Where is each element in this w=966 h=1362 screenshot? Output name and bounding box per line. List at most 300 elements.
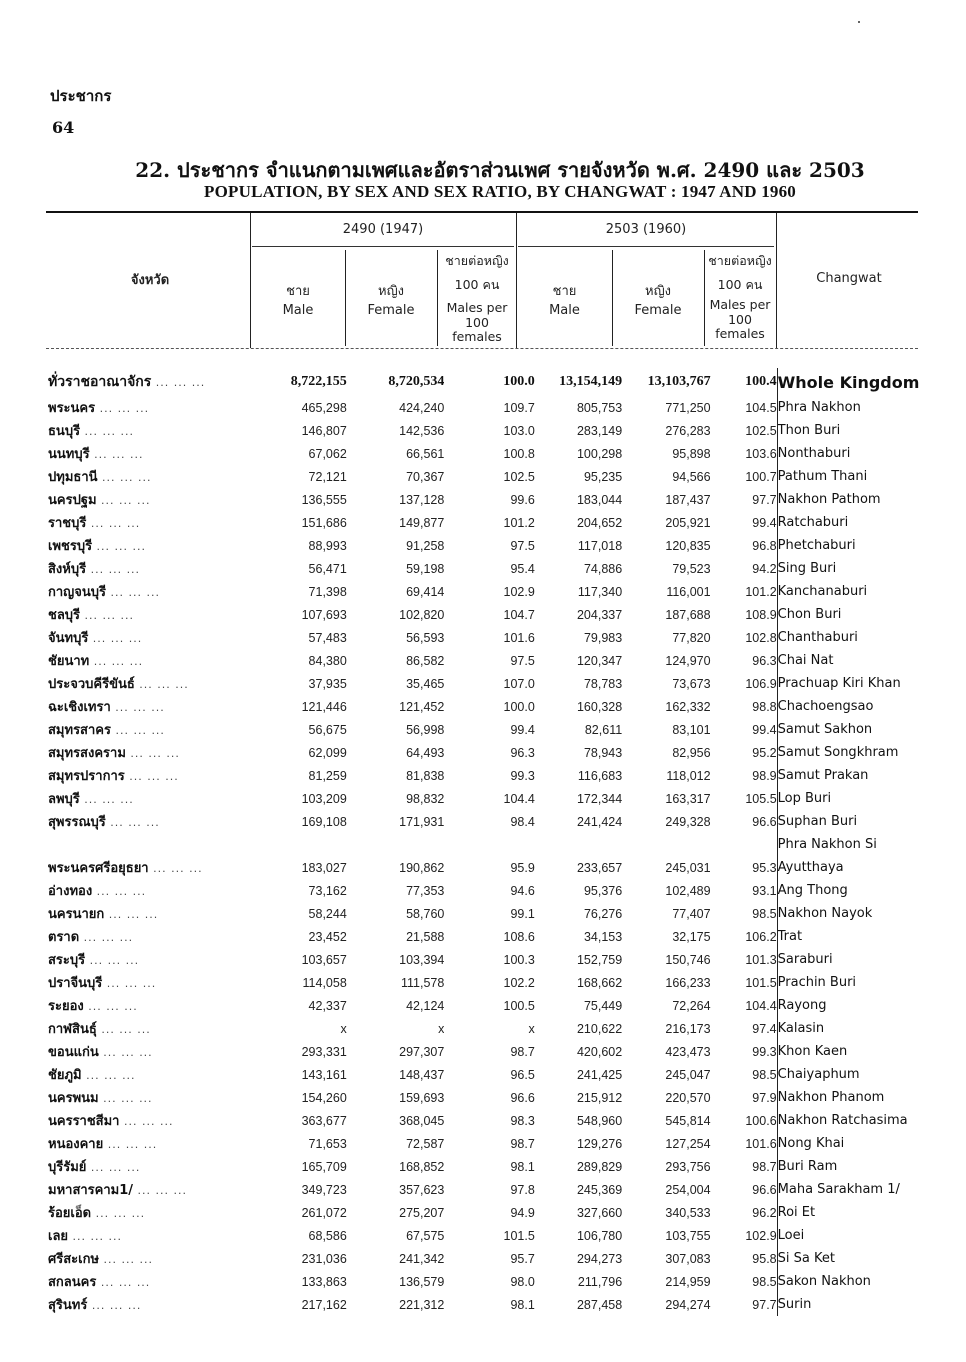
female-1960-cell: 73,673 <box>672 676 711 691</box>
changwat-thai-cell <box>48 465 251 488</box>
changwat-english-cell: Sakon Nakhon <box>777 1270 920 1293</box>
changwat-english-cell: Phra Nakhon <box>777 396 920 419</box>
ratio-1947-cell: 95.7 <box>510 1251 535 1266</box>
female-1960-cell: 95,898 <box>672 446 711 461</box>
male-1960-cell: 74,886 <box>583 561 623 576</box>
table-row <box>48 948 920 971</box>
female-1947-cell: 77,353 <box>406 883 445 898</box>
header-divider <box>776 213 777 348</box>
ratio-1947-cell: 98.0 <box>510 1274 535 1289</box>
table-row <box>48 1224 920 1247</box>
changwat-thai-cell <box>48 971 251 994</box>
header-female-thai: หญิง <box>378 284 404 299</box>
ratio-1947-cell: 95.4 <box>510 561 535 576</box>
changwat-english-cell: Samut Prakan <box>777 764 920 787</box>
changwat-thai-cell <box>48 1063 251 1086</box>
leader-dots: ... ... ... <box>103 1138 158 1151</box>
ratio-1947-cell: 104.7 <box>503 607 535 622</box>
changwat-thai-name: นครราชสีมา <box>48 1114 120 1129</box>
male-1947-cell: 165,709 <box>301 1159 347 1174</box>
ratio-1960-cell: 98.5 <box>752 906 777 921</box>
ratio-1947-cell: 96.6 <box>510 1090 535 1105</box>
ratio-1960-cell: 96.8 <box>752 538 777 553</box>
leader-dots: ... ... ... <box>87 1299 142 1312</box>
male-1947-cell: 56,471 <box>308 561 347 576</box>
male-1960-cell: 117,018 <box>577 538 623 553</box>
male-1960-cell: 117,340 <box>577 584 623 599</box>
header-ratio-english-3: females <box>452 329 502 344</box>
male-1960-cell: 95,235 <box>583 469 623 484</box>
leader-dots: ... ... ... <box>89 655 144 668</box>
female-1960-cell: 120,835 <box>665 538 711 553</box>
changwat-thai-cell <box>48 603 251 626</box>
male-1947-cell: 58,244 <box>308 906 347 921</box>
ratio-1960-cell: 100.6 <box>745 1113 777 1128</box>
header-ratio-english-1: Males per <box>709 297 771 312</box>
leader-dots: ... ... ... <box>86 563 141 576</box>
ratio-1960-cell: 102.8 <box>745 630 777 645</box>
ratio-1947-cell: 98.7 <box>510 1044 535 1059</box>
ratio-1960-cell: 96.6 <box>752 814 777 829</box>
changwat-english-cell: Surin <box>777 1293 920 1316</box>
ratio-1960-cell: 97.4 <box>752 1021 777 1036</box>
female-1947-cell: 368,045 <box>399 1113 445 1128</box>
female-1960-cell: 245,031 <box>665 860 711 875</box>
changwat-thai-cell <box>48 856 251 879</box>
ratio-1947-cell: 100.5 <box>503 998 535 1013</box>
ratio-1947-cell: 98.3 <box>510 1113 535 1128</box>
male-1960-cell: 116,683 <box>577 768 623 783</box>
male-1947-cell: 88,993 <box>308 538 347 553</box>
table-row <box>48 879 920 902</box>
leader-dots: ... ... ... <box>86 1161 141 1174</box>
changwat-english-cell: Si Sa Ket <box>777 1247 920 1270</box>
female-1960-cell: 72,264 <box>672 998 711 1013</box>
changwat-english-cell: Sing Buri <box>777 557 920 580</box>
table-row <box>48 465 920 488</box>
leader-dots: ... ... ... <box>80 425 135 438</box>
changwat-thai-name: นครพนม <box>48 1091 99 1106</box>
header-changwat-thai: จังหวัด <box>130 273 170 288</box>
male-1960-cell: 287,458 <box>576 1297 623 1312</box>
changwat-thai-cell <box>48 488 251 511</box>
male-1947-cell: 136,555 <box>301 492 347 507</box>
year-underline <box>518 246 774 247</box>
female-1947-cell: 136,579 <box>399 1274 445 1289</box>
table-row <box>48 1132 920 1155</box>
female-1960-cell: 82,956 <box>672 745 711 760</box>
female-1960-cell: 205,921 <box>665 515 711 530</box>
female-1947-cell: 56,998 <box>406 722 445 737</box>
header-female-thai: หญิง <box>645 284 671 299</box>
female-1960-cell: 94,566 <box>672 469 711 484</box>
leader-dots: ... ... ... <box>104 908 159 921</box>
changwat-thai-name: ระยอง <box>48 999 84 1014</box>
male-1947-cell: x <box>340 1021 347 1036</box>
ratio-1947-cell <box>444 833 534 856</box>
ratio-1960-cell: 97.9 <box>752 1090 777 1105</box>
changwat-english-cell: Roi Et <box>777 1201 920 1224</box>
changwat-english-cell: Nakhon Ratchasima <box>777 1109 920 1132</box>
changwat-thai-cell <box>48 1017 251 1040</box>
changwat-english-cell: Buri Ram <box>777 1155 920 1178</box>
leader-dots: ... ... ... <box>96 1023 151 1036</box>
page-number: 64 <box>52 118 75 137</box>
male-1960-cell: 289,829 <box>576 1159 623 1174</box>
leader-dots: ... ... ... <box>96 494 151 507</box>
female-1947-cell: 103,394 <box>399 952 445 967</box>
changwat-english-cell: Trat <box>777 925 920 948</box>
ratio-1960-cell: 108.9 <box>745 607 777 622</box>
ratio-1960-cell: 104.5 <box>745 400 777 415</box>
female-1960-cell: 187,688 <box>665 607 711 622</box>
ratio-1960-cell: 98.8 <box>752 699 777 714</box>
male-1960-cell: 34,153 <box>583 929 623 944</box>
ratio-1960-cell: 98.9 <box>752 768 777 783</box>
female-1947-cell: 111,578 <box>401 975 445 990</box>
changwat-thai-cell <box>48 580 251 603</box>
male-1960-cell: 75,449 <box>583 998 623 1013</box>
female-1960-cell: 166,233 <box>665 975 711 990</box>
leader-dots: ... ... ... <box>102 977 157 990</box>
ratio-1960-cell: 99.3 <box>752 1044 777 1059</box>
ratio-1947-cell: 109.7 <box>503 400 535 415</box>
female-1947-cell: 142,536 <box>399 423 445 438</box>
changwat-thai-name: หนองคาย <box>48 1137 104 1152</box>
changwat-thai-name: อ่างทอง <box>48 884 93 899</box>
leader-dots: ... ... ... <box>92 540 147 553</box>
male-1960-cell: 106,780 <box>576 1228 623 1243</box>
female-1947-cell: 69,414 <box>406 584 445 599</box>
female-1960-cell: 150,746 <box>665 952 711 967</box>
female-1947-cell: 171,931 <box>399 814 445 829</box>
female-1947-cell: 81,838 <box>406 768 445 783</box>
female-1960-cell: 249,328 <box>665 814 711 829</box>
female-1960-cell: 220,570 <box>665 1090 711 1105</box>
leader-dots: ... ... ... <box>133 1184 187 1197</box>
changwat-english-cell: Lop Buri <box>777 787 920 810</box>
table-row <box>48 764 920 787</box>
female-1947-cell: 42,124 <box>406 998 445 1013</box>
leader-dots: ... ... ... <box>88 632 143 645</box>
leader-dots: ... ... ... <box>151 376 206 389</box>
male-1960-cell: 152,759 <box>576 952 623 967</box>
male-1947-cell: 8,722,155 <box>290 374 347 389</box>
leader-dots: ... ... ... <box>79 793 134 806</box>
header-ratio-thai-2: 100 คน <box>454 277 500 292</box>
header-year-1960: 2503 (1960) <box>605 222 687 237</box>
header-male-english: Male <box>549 303 580 318</box>
leader-dots: ... ... ... <box>110 724 165 737</box>
changwat-thai-cell <box>48 1247 251 1270</box>
female-1960-cell: 118,012 <box>666 768 711 783</box>
male-1960-cell: 204,337 <box>576 607 623 622</box>
female-1960-cell: 423,473 <box>665 1044 711 1059</box>
changwat-thai-name: นครปฐม <box>48 493 97 508</box>
female-1947-cell: 72,587 <box>406 1136 445 1151</box>
population-table <box>48 368 920 1316</box>
top-rule <box>46 211 918 213</box>
ratio-1960-cell <box>711 833 778 856</box>
male-1947-cell: 67,062 <box>308 446 347 461</box>
table-row <box>48 1155 920 1178</box>
leader-dots: ... ... ... <box>95 402 150 415</box>
male-1960-cell: 172,344 <box>576 791 623 806</box>
ratio-1947-cell: 95.9 <box>510 860 535 875</box>
ratio-1947-cell: 102.2 <box>503 975 535 990</box>
female-1960-cell: 187,437 <box>665 492 711 507</box>
female-1960-cell: 103,755 <box>665 1228 711 1243</box>
table-row <box>48 718 920 741</box>
ratio-1947-cell: 103.0 <box>503 423 535 438</box>
changwat-thai-name: บุรีรัมย์ <box>48 1160 87 1175</box>
ratio-1947-cell: 104.4 <box>503 791 535 806</box>
changwat-thai-cell <box>48 787 251 810</box>
leader-dots: ... ... ... <box>85 954 140 967</box>
table-row <box>48 925 920 948</box>
female-1947-cell: 137,128 <box>399 492 445 507</box>
changwat-english-cell: Nonthaburi <box>777 442 920 465</box>
changwat-thai-cell <box>48 718 251 741</box>
changwat-thai-name: สมุทรปราการ <box>48 769 125 784</box>
changwat-thai-name: ปทุมธานี <box>48 470 98 485</box>
male-1960-cell: 168,662 <box>576 975 623 990</box>
changwat-thai-name: มหาสารคาม1/ <box>48 1183 134 1198</box>
changwat-english-cell: Thon Buri <box>777 419 920 442</box>
female-1947-cell <box>347 833 445 856</box>
changwat-thai-name: ชัยภูมิ <box>48 1068 82 1083</box>
ratio-1947-cell: 98.1 <box>510 1159 535 1174</box>
changwat-thai-name: ชลบุรี <box>48 608 81 623</box>
ratio-1947-cell: 99.1 <box>510 906 535 921</box>
male-1960-cell: 95,376 <box>583 883 623 898</box>
ratio-1960-cell: 96.3 <box>752 653 777 668</box>
leader-dots: ... ... ... <box>86 517 141 530</box>
male-1947-cell: 231,036 <box>301 1251 347 1266</box>
table-title-english: POPULATION, BY SEX AND SEX RATIO, BY CHANGWAT : 1947 AND 1960 <box>204 182 796 201</box>
ratio-1960-cell: 102.9 <box>745 1228 777 1243</box>
changwat-english-cell: Chaiyaphum <box>777 1063 920 1086</box>
table-row <box>48 442 920 465</box>
female-1947-cell: 59,198 <box>406 561 445 576</box>
female-1960-cell: 545,814 <box>665 1113 711 1128</box>
changwat-thai-name: นนทบุรี <box>48 447 90 462</box>
table-row <box>48 419 920 442</box>
male-1960-cell: 129,276 <box>576 1136 623 1151</box>
leader-dots: ... ... ... <box>124 770 179 783</box>
changwat-thai-cell <box>48 511 251 534</box>
female-1947-cell: 102,820 <box>399 607 445 622</box>
changwat-thai-cell <box>48 534 251 557</box>
changwat-thai-name: กาฬสินธุ์ <box>48 1022 97 1037</box>
male-1960-cell: 100,298 <box>576 446 623 461</box>
leader-dots: ... ... ... <box>91 1207 146 1220</box>
ratio-1947-cell: 97.5 <box>510 538 535 553</box>
female-1947-cell: x <box>438 1021 445 1036</box>
female-1947-cell: 67,575 <box>406 1228 445 1243</box>
changwat-thai-cell <box>48 1132 251 1155</box>
changwat-english-cell: Whole Kingdom <box>777 368 920 396</box>
female-1960-cell: 254,004 <box>665 1182 711 1197</box>
male-1960-cell: 211,796 <box>577 1274 623 1289</box>
male-1960-cell: 245,369 <box>576 1182 623 1197</box>
ratio-1960-cell: 100.7 <box>745 469 777 484</box>
male-1960-cell: 13,154,149 <box>559 374 623 389</box>
header-male-thai: ชาย <box>286 284 310 299</box>
male-1947-cell: 57,483 <box>308 630 347 645</box>
table-row <box>48 1063 920 1086</box>
changwat-thai-cell <box>48 1178 251 1201</box>
changwat-thai-name: กาญจนบุรี <box>48 585 106 600</box>
table-row <box>48 649 920 672</box>
changwat-english-cell: Nakhon Nayok <box>777 902 920 925</box>
table-row <box>48 1270 920 1293</box>
female-1947-cell: 35,465 <box>406 676 445 691</box>
leader-dots: ... ... ... <box>79 931 134 944</box>
male-1947-cell: 183,027 <box>301 860 347 875</box>
ratio-1960-cell: 102.5 <box>745 423 777 438</box>
changwat-thai-name: ฉะเชิงเทรา <box>48 700 111 715</box>
leader-dots: ... ... ... <box>148 862 203 875</box>
male-1960-cell: 183,044 <box>576 492 623 507</box>
changwat-thai-name: สุพรรณบุรี <box>48 815 106 830</box>
male-1947-cell: 71,653 <box>308 1136 347 1151</box>
ratio-1947-cell: 98.1 <box>510 1297 535 1312</box>
female-1947-cell: 168,852 <box>399 1159 445 1174</box>
ratio-1960-cell: 97.7 <box>752 1297 777 1312</box>
male-1960-cell: 120,347 <box>576 653 623 668</box>
header-ratio-thai-1: ชายต่อหญิง <box>708 253 772 268</box>
changwat-thai-cell <box>48 879 251 902</box>
male-1947-cell: 465,298 <box>301 400 347 415</box>
male-1960-cell: 805,753 <box>576 400 623 415</box>
changwat-english-cell: Nakhon Pathom <box>777 488 920 511</box>
changwat-english-cell: Rayong <box>777 994 920 1017</box>
table-row <box>48 557 920 580</box>
table-row <box>48 856 920 879</box>
year-underline <box>252 246 514 247</box>
female-1960-cell: 77,820 <box>672 630 711 645</box>
changwat-english-cell: Prachuap Kiri Khan <box>777 672 920 695</box>
changwat-thai-name: สระบุรี <box>48 953 86 968</box>
changwat-thai-cell <box>48 368 251 396</box>
leader-dots: ... ... ... <box>125 747 180 760</box>
table-row <box>48 534 920 557</box>
leader-dots: ... ... ... <box>81 1069 136 1082</box>
changwat-thai-name: สิงห์บุรี <box>48 562 87 577</box>
leader-dots: ... ... ... <box>96 1276 151 1289</box>
table-row <box>48 580 920 603</box>
female-1947-cell: 70,367 <box>406 469 445 484</box>
changwat-thai-name: เพชรบุรี <box>48 539 93 554</box>
header-ratio-english-2: 100 <box>728 312 752 327</box>
female-1960-cell: 294,274 <box>665 1297 711 1312</box>
changwat-thai-cell <box>48 419 251 442</box>
ratio-1960-cell: 97.7 <box>752 492 777 507</box>
ratio-1960-cell: 94.2 <box>752 561 777 576</box>
header-female-english: Female <box>634 303 682 318</box>
female-1960-cell: 79,523 <box>672 561 711 576</box>
male-1947-cell: 71,398 <box>308 584 347 599</box>
table-row <box>48 902 920 925</box>
female-1960-cell: 77,407 <box>672 906 711 921</box>
changwat-thai-name: พระนครศรีอยุธยา <box>48 861 149 876</box>
male-1960-cell: 78,783 <box>583 676 623 691</box>
ratio-1960-cell: 98.5 <box>752 1067 777 1082</box>
male-1947-cell: 133,863 <box>301 1274 347 1289</box>
female-1947-cell: 149,877 <box>399 515 445 530</box>
header-male-english: Male <box>282 303 314 318</box>
male-1960-cell: 241,424 <box>576 814 623 829</box>
ratio-1947-cell: 102.9 <box>503 584 535 599</box>
changwat-thai-name: ประจวบคีรีขันธ์ <box>48 677 135 692</box>
female-1947-cell: 56,593 <box>406 630 445 645</box>
ratio-1947-cell: 98.4 <box>510 814 535 829</box>
female-1960-cell: 162,332 <box>665 699 711 714</box>
female-1960-cell: 102,489 <box>665 883 711 898</box>
header-bottom-rule <box>46 348 918 349</box>
female-1947-cell: 86,582 <box>406 653 445 668</box>
changwat-thai-name: ชัยนาท <box>48 654 90 669</box>
changwat-thai-cell <box>48 1086 251 1109</box>
ratio-1947-cell: 96.5 <box>510 1067 535 1082</box>
male-1960-cell: 420,602 <box>576 1044 623 1059</box>
ratio-1960-cell: 98.7 <box>752 1159 777 1174</box>
female-1947-cell: 357,623 <box>399 1182 445 1197</box>
ratio-1960-cell: 105.5 <box>745 791 777 806</box>
male-1947-cell: 103,209 <box>301 791 347 806</box>
ratio-1947-cell: 101.6 <box>503 630 535 645</box>
male-1960-cell: 160,328 <box>576 699 623 714</box>
leader-dots: ... ... ... <box>98 1092 153 1105</box>
leader-dots: ... ... ... <box>68 1230 122 1243</box>
ratio-1960-cell: 98.5 <box>752 1274 777 1289</box>
changwat-thai-cell <box>48 1201 251 1224</box>
changwat-thai-name: ทั่วราชอาณาจักร <box>48 374 152 390</box>
table-title-thai: 22. ประชากร จำแนกตามเพศและอัตราส่วนเพศ รายจังหวัด พ.ศ. 2490 และ 2503 <box>135 158 865 182</box>
header-male-thai: ชาย <box>552 284 577 299</box>
changwat-thai-cell <box>48 810 251 833</box>
changwat-thai-cell <box>48 994 251 1017</box>
ratio-1947-cell: 101.2 <box>503 515 535 530</box>
table-row <box>48 1201 920 1224</box>
changwat-thai-name: สมุทรสาคร <box>48 723 111 738</box>
male-1960-cell: 210,622 <box>576 1021 623 1036</box>
female-1960-cell: 771,250 <box>665 400 711 415</box>
female-1960-cell: 163,317 <box>665 791 711 806</box>
male-1947-cell: 151,686 <box>301 515 347 530</box>
female-1947-cell: 221,312 <box>399 1297 445 1312</box>
leader-dots: ... ... ... <box>83 1000 138 1013</box>
changwat-thai-cell <box>48 1109 251 1132</box>
male-1947-cell <box>251 833 347 856</box>
ratio-1960-cell: 104.4 <box>745 998 777 1013</box>
female-1947-cell: 148,437 <box>399 1067 445 1082</box>
female-1947-cell: 21,588 <box>406 929 445 944</box>
female-1960-cell: 124,970 <box>665 653 711 668</box>
changwat-english-cell: Prachin Buri <box>777 971 920 994</box>
ratio-1960-cell: 95.2 <box>752 745 777 760</box>
ratio-1960-cell: 93.1 <box>752 883 777 898</box>
female-1960-cell: 214,959 <box>665 1274 711 1289</box>
female-1947-cell: 297,307 <box>399 1044 445 1059</box>
leader-dots: ... ... ... <box>80 609 134 622</box>
ratio-1960-cell: 103.6 <box>745 446 777 461</box>
leader-dots: ... ... ... <box>134 678 189 691</box>
changwat-english-cell: Pathum Thani <box>777 465 920 488</box>
changwat-english-cell: Samut Songkhram <box>777 741 920 764</box>
changwat-english-cell: Ang Thong <box>777 879 920 902</box>
